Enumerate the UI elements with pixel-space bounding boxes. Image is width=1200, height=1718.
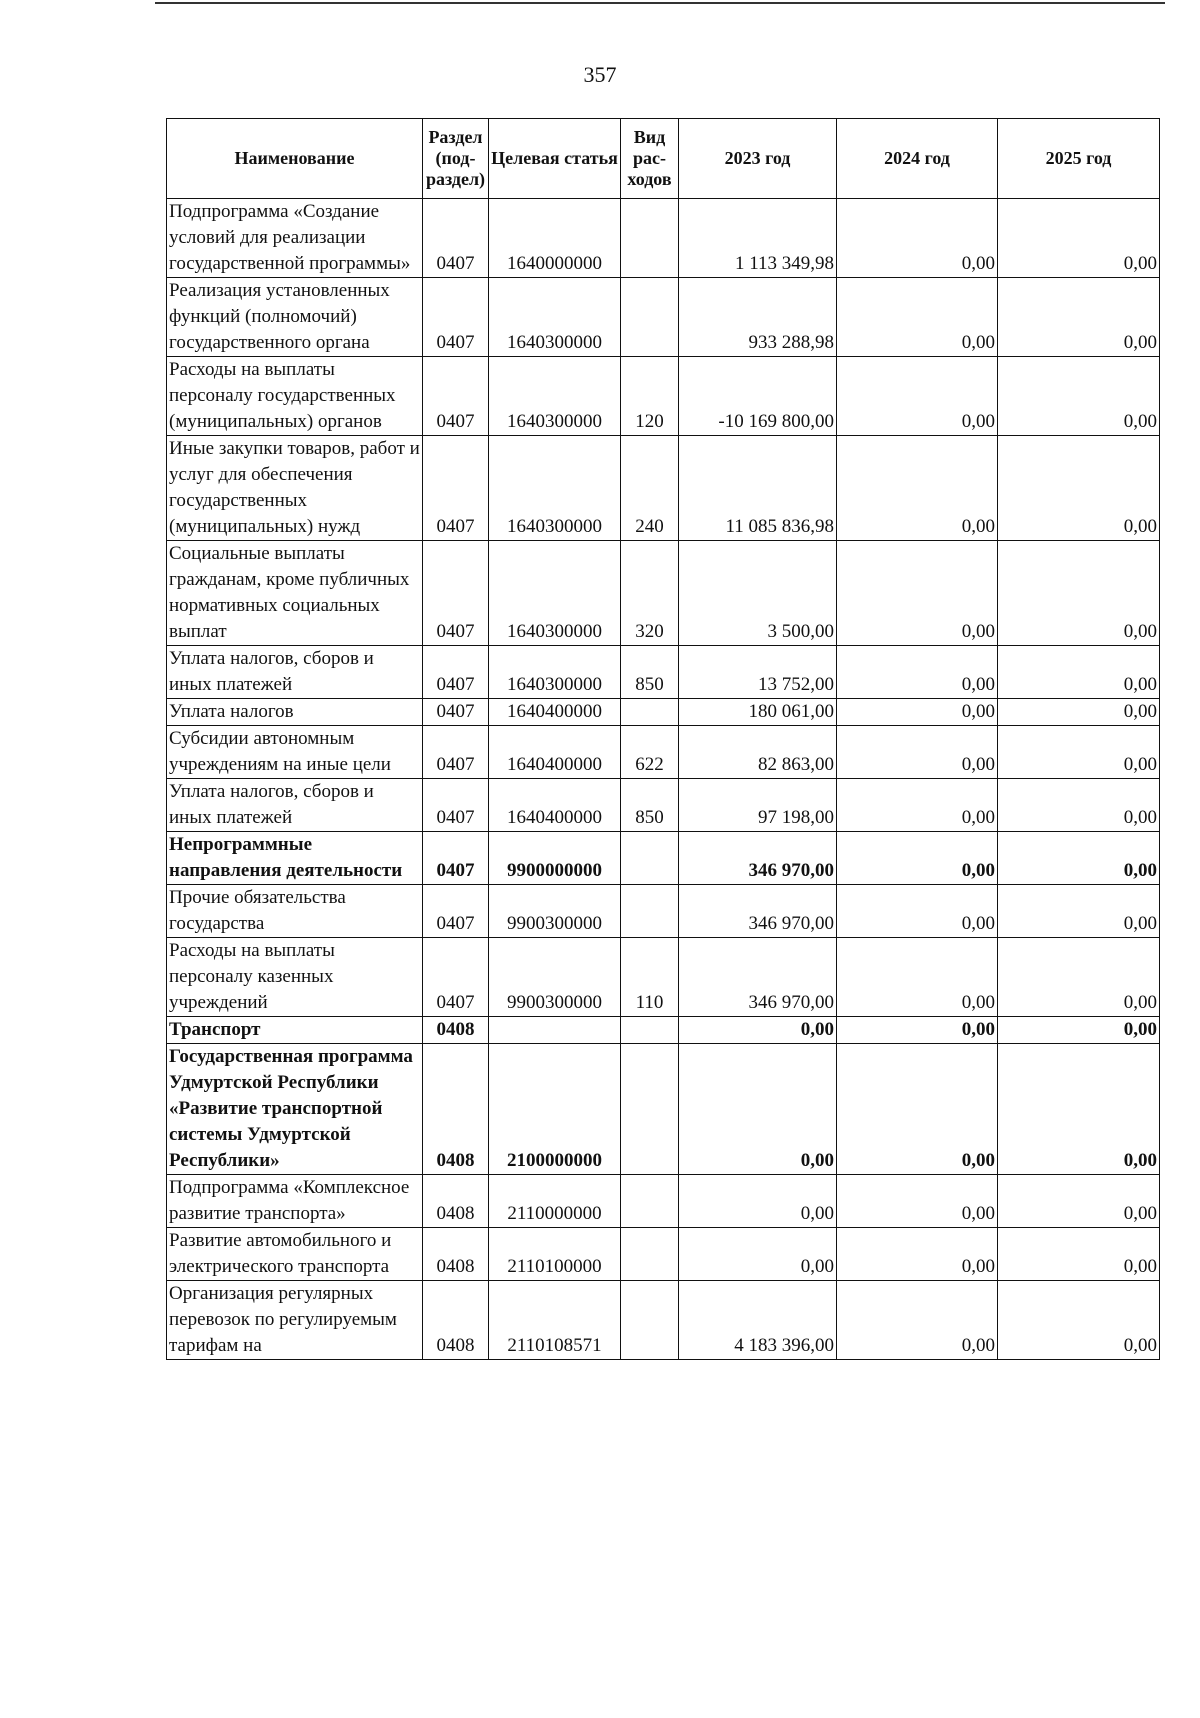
table-row	[167, 357, 1160, 436]
cell-y2024: 0,00	[837, 699, 998, 726]
cell-section: 0407	[423, 278, 489, 357]
cell-kind: 120	[621, 357, 679, 436]
table-row	[167, 1175, 1160, 1228]
cell-kind	[621, 885, 679, 938]
cell-y2023: 0,00	[679, 1017, 837, 1044]
cell-section: 0407	[423, 541, 489, 646]
cell-kind	[621, 1017, 679, 1044]
table-row	[167, 541, 1160, 646]
cell-name: Расходы на выплаты персоналу казенных учреждений	[167, 938, 423, 1017]
header-name: Наименование	[167, 119, 423, 199]
cell-section: 0407	[423, 938, 489, 1017]
table-row	[167, 779, 1160, 832]
header-target: Целевая статья	[489, 119, 621, 199]
table-row	[167, 646, 1160, 699]
table-row	[167, 1281, 1160, 1360]
cell-name: Прочие обязательства государства	[167, 885, 423, 938]
cell-y2025: 0,00	[998, 1281, 1160, 1360]
cell-name: Иные закупки товаров, работ и услуг для обеспечения государственных (муниципальных) нужд	[167, 436, 423, 541]
cell-y2025: 0,00	[998, 779, 1160, 832]
cell-y2024: 0,00	[837, 436, 998, 541]
cell-y2025: 0,00	[998, 885, 1160, 938]
cell-target: 1640300000	[489, 646, 621, 699]
cell-y2025: 0,00	[998, 541, 1160, 646]
cell-y2025: 0,00	[998, 278, 1160, 357]
cell-y2024: 0,00	[837, 1044, 998, 1175]
cell-name: Реализация установленных функций (полномочий) государственного органа	[167, 278, 423, 357]
cell-y2023: -10 169 800,00	[679, 357, 837, 436]
top-rule	[155, 2, 1165, 4]
cell-target: 1640300000	[489, 357, 621, 436]
cell-target: 9900300000	[489, 885, 621, 938]
table-row	[167, 1228, 1160, 1281]
cell-y2025: 0,00	[998, 646, 1160, 699]
cell-target: 9900000000	[489, 832, 621, 885]
cell-y2025: 0,00	[998, 832, 1160, 885]
cell-target: 1640000000	[489, 199, 621, 278]
cell-section: 0407	[423, 885, 489, 938]
table-row	[167, 832, 1160, 885]
cell-kind	[621, 1044, 679, 1175]
cell-target: 2110108571	[489, 1281, 621, 1360]
cell-y2023: 82 863,00	[679, 726, 837, 779]
cell-y2024: 0,00	[837, 938, 998, 1017]
cell-y2024: 0,00	[837, 726, 998, 779]
cell-kind: 320	[621, 541, 679, 646]
cell-section: 0407	[423, 436, 489, 541]
cell-name: Развитие автомобильного и электрического транспорта	[167, 1228, 423, 1281]
cell-target: 2110100000	[489, 1228, 621, 1281]
cell-y2023: 346 970,00	[679, 885, 837, 938]
cell-y2023: 346 970,00	[679, 938, 837, 1017]
cell-target: 1640300000	[489, 436, 621, 541]
cell-target	[489, 1017, 621, 1044]
cell-target: 2110000000	[489, 1175, 621, 1228]
cell-name: Транспорт	[167, 1017, 423, 1044]
cell-y2025: 0,00	[998, 699, 1160, 726]
budget-table	[166, 118, 1160, 1360]
cell-kind: 622	[621, 726, 679, 779]
cell-target: 1640400000	[489, 726, 621, 779]
cell-y2023: 1 113 349,98	[679, 199, 837, 278]
cell-kind: 850	[621, 646, 679, 699]
cell-y2025: 0,00	[998, 726, 1160, 779]
cell-kind	[621, 199, 679, 278]
cell-y2024: 0,00	[837, 199, 998, 278]
cell-y2024: 0,00	[837, 278, 998, 357]
cell-y2023: 933 288,98	[679, 278, 837, 357]
cell-y2024: 0,00	[837, 541, 998, 646]
cell-y2023: 4 183 396,00	[679, 1281, 837, 1360]
cell-y2024: 0,00	[837, 357, 998, 436]
header-row	[167, 119, 1160, 199]
cell-y2023: 0,00	[679, 1044, 837, 1175]
cell-kind	[621, 1228, 679, 1281]
cell-name: Субсидии автономным учреждениям на иные цели	[167, 726, 423, 779]
cell-name: Непрограммные направления деятельности	[167, 832, 423, 885]
page-number: 357	[583, 62, 617, 87]
cell-kind	[621, 278, 679, 357]
cell-kind: 240	[621, 436, 679, 541]
header-2024: 2024 год	[837, 119, 998, 199]
table-row	[167, 1017, 1160, 1044]
header-2023: 2023 год	[679, 119, 837, 199]
cell-kind	[621, 832, 679, 885]
cell-name: Уплата налогов, сборов и иных платежей	[167, 779, 423, 832]
cell-y2024: 0,00	[837, 1228, 998, 1281]
cell-target: 2100000000	[489, 1044, 621, 1175]
cell-y2025: 0,00	[998, 1228, 1160, 1281]
cell-section: 0408	[423, 1281, 489, 1360]
cell-name: Социальные выплаты гражданам, кроме публичных нормативных социальных выплат	[167, 541, 423, 646]
cell-kind: 850	[621, 779, 679, 832]
table-row	[167, 1044, 1160, 1175]
cell-y2023: 3 500,00	[679, 541, 837, 646]
cell-target: 9900300000	[489, 938, 621, 1017]
cell-section: 0408	[423, 1044, 489, 1175]
table-row	[167, 885, 1160, 938]
cell-kind	[621, 1175, 679, 1228]
cell-y2024: 0,00	[837, 885, 998, 938]
header-section: Раздел (под-раздел)	[423, 119, 489, 199]
cell-y2023: 13 752,00	[679, 646, 837, 699]
cell-name: Подпрограмма «Комплексное развитие транспорта»	[167, 1175, 423, 1228]
cell-kind: 110	[621, 938, 679, 1017]
cell-y2023: 346 970,00	[679, 832, 837, 885]
cell-section: 0407	[423, 357, 489, 436]
cell-y2023: 97 198,00	[679, 779, 837, 832]
cell-section: 0408	[423, 1017, 489, 1044]
cell-name: Подпрограмма «Создание условий для реализации государственной программы»	[167, 199, 423, 278]
cell-section: 0407	[423, 699, 489, 726]
cell-target: 1640400000	[489, 699, 621, 726]
header-2025: 2025 год	[998, 119, 1160, 199]
cell-y2023: 0,00	[679, 1175, 837, 1228]
cell-target: 1640400000	[489, 779, 621, 832]
cell-target: 1640300000	[489, 278, 621, 357]
cell-section: 0407	[423, 199, 489, 278]
table-row	[167, 699, 1160, 726]
cell-y2024: 0,00	[837, 1017, 998, 1044]
cell-name: Уплата налогов	[167, 699, 423, 726]
cell-y2025: 0,00	[998, 1017, 1160, 1044]
cell-section: 0407	[423, 779, 489, 832]
cell-y2025: 0,00	[998, 1175, 1160, 1228]
header-kind: Вид рас-ходов	[621, 119, 679, 199]
table-row	[167, 436, 1160, 541]
cell-kind	[621, 1281, 679, 1360]
cell-y2023: 180 061,00	[679, 699, 837, 726]
cell-y2024: 0,00	[837, 779, 998, 832]
table-row	[167, 726, 1160, 779]
cell-y2025: 0,00	[998, 436, 1160, 541]
cell-y2025: 0,00	[998, 1044, 1160, 1175]
cell-y2025: 0,00	[998, 199, 1160, 278]
cell-y2023: 11 085 836,98	[679, 436, 837, 541]
cell-y2025: 0,00	[998, 357, 1160, 436]
cell-section: 0408	[423, 1228, 489, 1281]
cell-name: Расходы на выплаты персоналу государственных (муниципальных) органов	[167, 357, 423, 436]
cell-y2024: 0,00	[837, 646, 998, 699]
table-row	[167, 199, 1160, 278]
cell-name: Государственная программа Удмуртской Республики «Развитие транспортной системы Удмуртской Республики»	[167, 1044, 423, 1175]
cell-y2023: 0,00	[679, 1228, 837, 1281]
cell-name: Организация регулярных перевозок по регулируемым тарифам на	[167, 1281, 423, 1360]
cell-kind	[621, 699, 679, 726]
cell-name: Уплата налогов, сборов и иных платежей	[167, 646, 423, 699]
cell-section: 0407	[423, 832, 489, 885]
cell-y2025: 0,00	[998, 938, 1160, 1017]
table-row	[167, 278, 1160, 357]
cell-target: 1640300000	[489, 541, 621, 646]
cell-section: 0407	[423, 646, 489, 699]
cell-y2024: 0,00	[837, 1175, 998, 1228]
cell-section: 0408	[423, 1175, 489, 1228]
cell-y2024: 0,00	[837, 1281, 998, 1360]
table-row	[167, 938, 1160, 1017]
cell-section: 0407	[423, 726, 489, 779]
cell-y2024: 0,00	[837, 832, 998, 885]
